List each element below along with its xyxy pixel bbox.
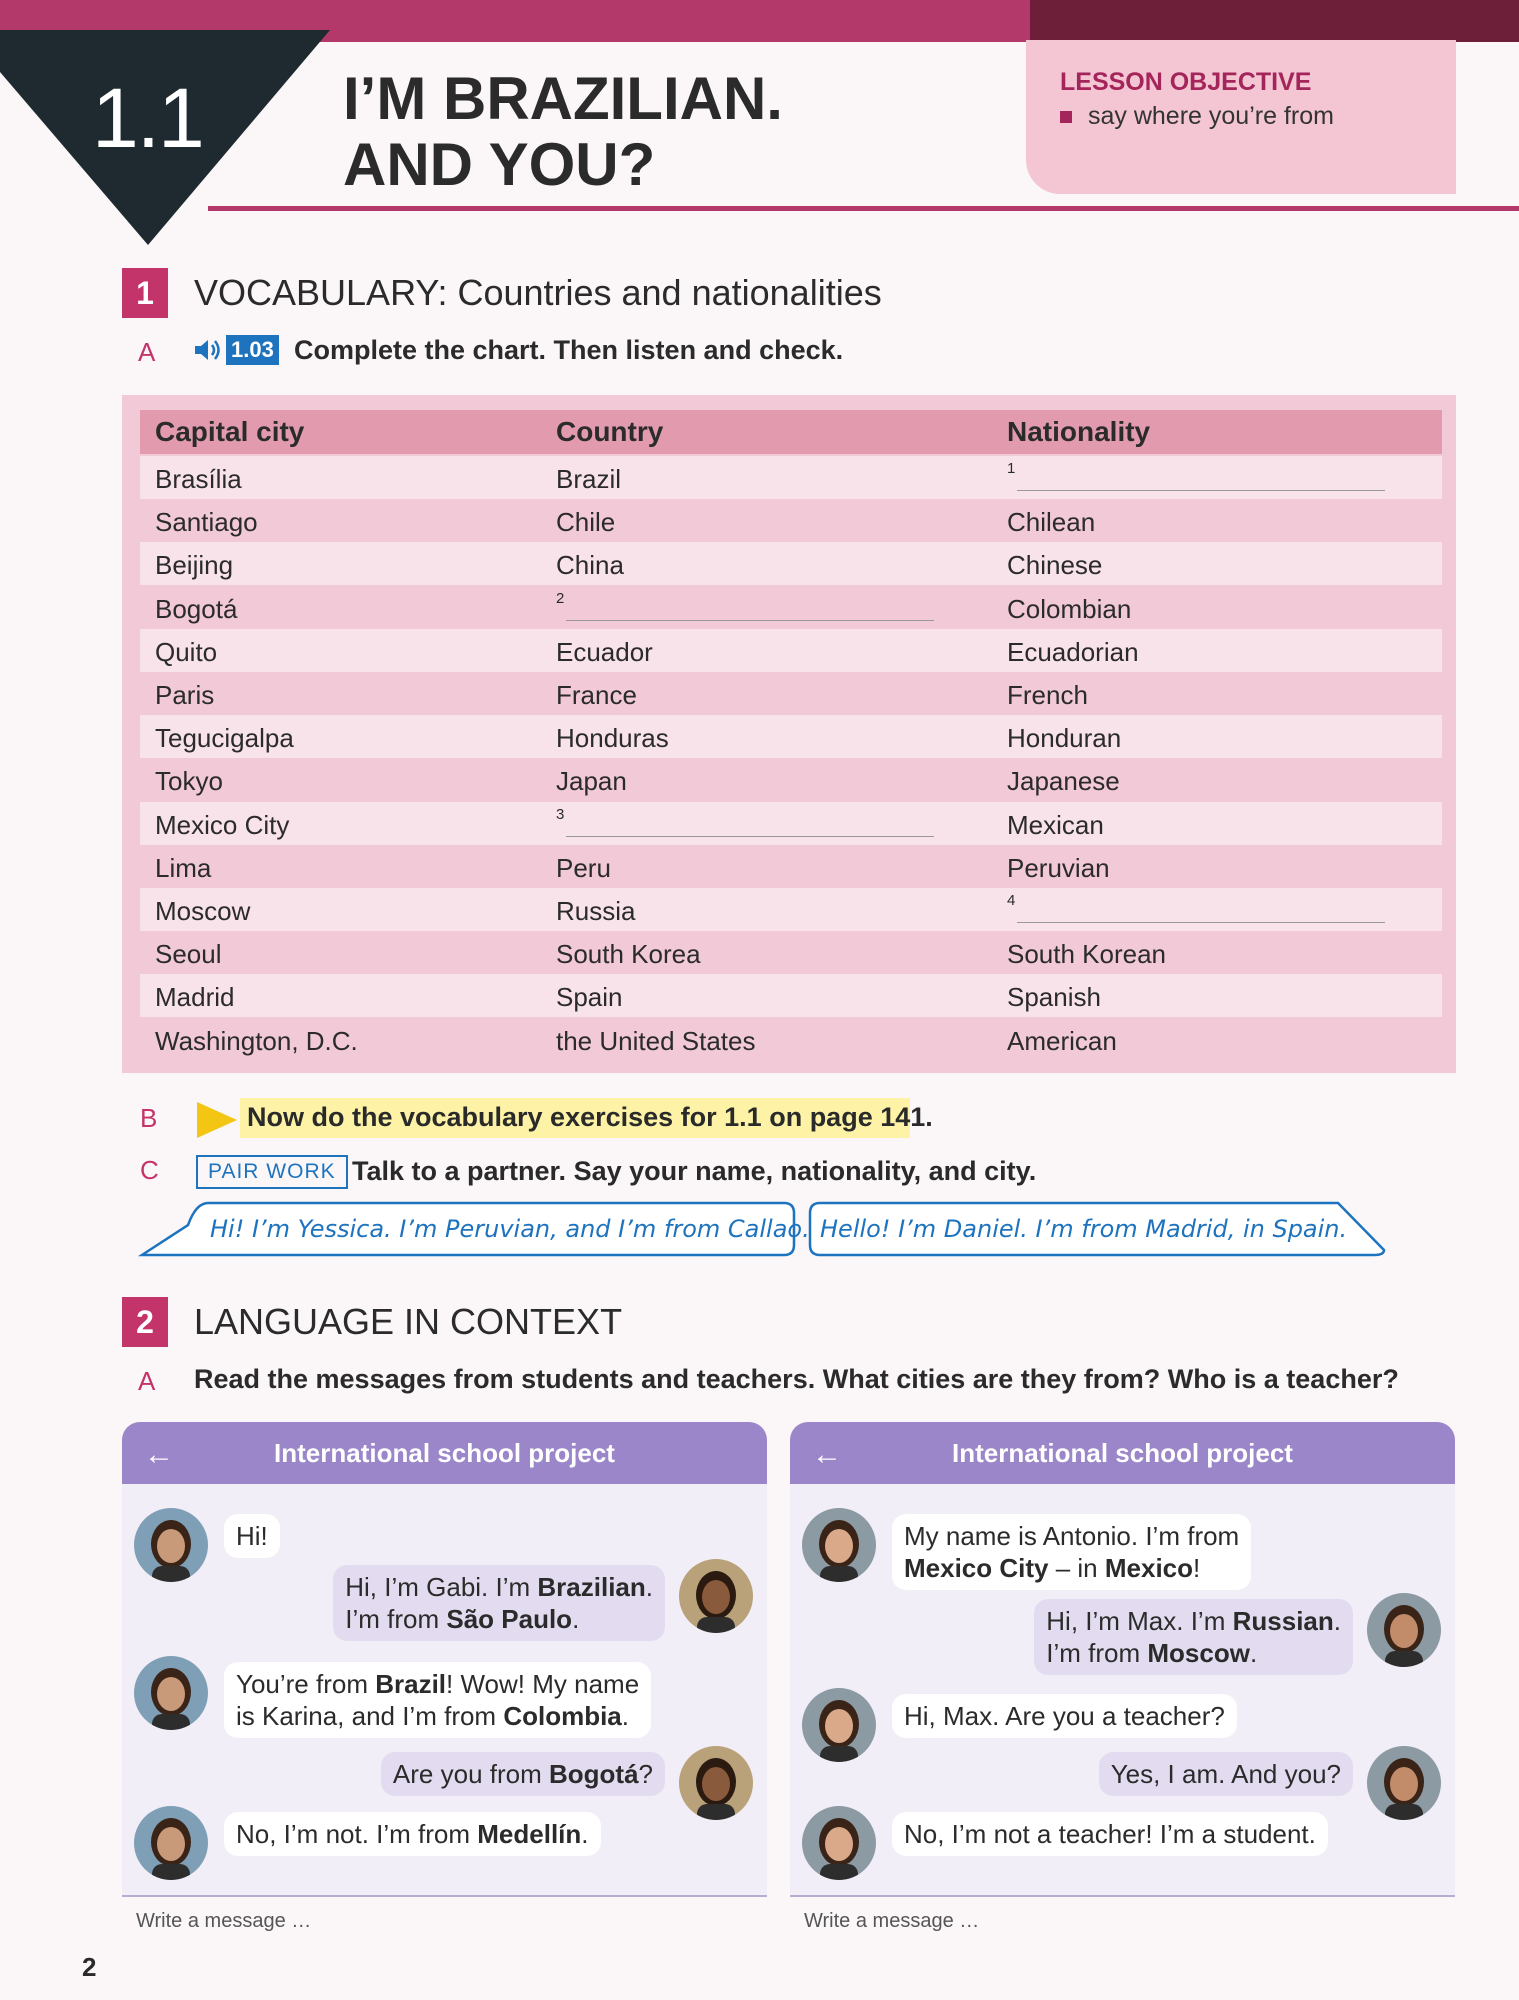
back-arrow-icon[interactable]: ← — [812, 1438, 842, 1471]
chart-cell-city: Quito — [155, 636, 218, 667]
chart-cell-nationality: Peruvian — [1007, 852, 1110, 883]
blank-number: 2 — [556, 589, 565, 607]
header-rule — [208, 206, 1519, 211]
chart-row — [140, 888, 1442, 931]
chat-message — [892, 1694, 1237, 1738]
part-letter-2a: A — [138, 1366, 156, 1396]
bullet-square-icon — [1060, 111, 1072, 123]
avatar — [1367, 1593, 1441, 1667]
message-text: ? — [638, 1759, 653, 1789]
blank-line — [566, 836, 934, 837]
avatar-photo-icon — [1367, 1593, 1441, 1667]
chart-cell-nationality: Honduran — [1007, 723, 1122, 754]
lesson-objective-item — [1060, 102, 1334, 131]
chat-message — [224, 1514, 280, 1558]
blank-line — [566, 620, 934, 621]
blank-answer-field[interactable] — [556, 590, 564, 608]
chart-cell-country: China — [556, 550, 624, 581]
avatar — [134, 1656, 208, 1730]
title-line-2: AND YOU? — [343, 131, 656, 198]
chart-cell-city: Brasília — [155, 464, 242, 494]
message-text: Hi! — [236, 1521, 268, 1551]
chart-row — [140, 758, 1442, 801]
section-number-2: 2 — [122, 1297, 168, 1347]
message-text: . — [581, 1819, 589, 1849]
chart-cell-city: Madrid — [155, 982, 235, 1013]
blank-number: 4 — [1007, 892, 1016, 909]
chat-message — [224, 1812, 601, 1856]
chat-window-2 — [790, 1422, 1455, 1897]
chat-message — [892, 1812, 1328, 1856]
back-arrow-icon[interactable]: ← — [144, 1438, 174, 1471]
section-title-vocabulary: VOCABULARY: Countries and nationalities — [194, 272, 882, 313]
speech-bubble-yessica: Hi! I’m Yessica. I’m Peruvian, and I’m from Callao. — [210, 1215, 810, 1243]
chart-cell-city: Tegucigalpa — [155, 723, 294, 754]
chart-cell-country: South Korea — [556, 939, 701, 970]
header-band-dark — [1030, 0, 1519, 42]
instruction-1c: Talk to a partner. Say your name, nationality, and city. — [352, 1156, 1037, 1186]
avatar-photo-icon — [802, 1508, 876, 1582]
message-text: is Karina, and I’m from — [236, 1701, 504, 1731]
chat-title: International school project — [274, 1438, 615, 1468]
blank-number: 3 — [556, 805, 565, 823]
lesson-objective-heading: LESSON OBJECTIVE — [1060, 68, 1312, 96]
chart-cell-city: Tokyo — [155, 766, 223, 797]
message-bold-text: Bogotá — [548, 1759, 639, 1789]
chart-cell-city: Bogotá — [155, 593, 238, 624]
lesson-number: 1.1 — [92, 71, 203, 165]
message-text: I’m from — [345, 1604, 447, 1634]
blank-answer-field[interactable] — [1007, 460, 1015, 478]
avatar-photo-icon — [134, 1656, 208, 1730]
instruction-1a: Complete the chart. Then listen and check. — [294, 335, 844, 365]
chat-message — [1034, 1599, 1353, 1675]
message-text: . — [572, 1604, 580, 1634]
chart-cell-country: the United States — [556, 1025, 756, 1056]
message-bold-text: Brazilian — [537, 1572, 646, 1602]
instruction-2a: Read the messages from students and teachers. What cities are they from? Who is a teacher? — [194, 1364, 1399, 1394]
avatar-photo-icon — [134, 1806, 208, 1880]
message-bold-text: Russian — [1232, 1606, 1334, 1636]
chart-cell-nationality: South Korean — [1007, 939, 1167, 970]
chart-row — [140, 586, 1442, 629]
chart-row — [140, 456, 1442, 499]
chart-cell-nationality: Spanish — [1007, 982, 1101, 1013]
message-input-2[interactable]: Write a message … — [804, 1910, 980, 1932]
chart-header-nationality: Nationality — [1007, 416, 1151, 447]
chart-header-country: Country — [556, 416, 664, 447]
chart-cell-city: Washington, D.C. — [155, 1025, 358, 1056]
avatar — [1367, 1746, 1441, 1820]
chart-row — [140, 931, 1442, 974]
chart-cell-nationality: American — [1007, 1025, 1117, 1056]
avatar-photo-icon — [679, 1746, 753, 1820]
message-text: I’m from — [1046, 1638, 1148, 1668]
chat-title: International school project — [952, 1438, 1293, 1468]
message-bold-text: Moscow — [1147, 1638, 1250, 1668]
avatar-photo-icon — [679, 1559, 753, 1633]
part-letter-b: B — [140, 1103, 158, 1133]
chart-row — [140, 672, 1442, 715]
page-number: 2 — [82, 1952, 97, 1982]
chat-window-1 — [122, 1422, 767, 1897]
message-text: ! Wow! My name — [446, 1669, 640, 1699]
chart-cell-city: Seoul — [155, 939, 222, 970]
chat-header — [122, 1422, 767, 1484]
message-text: . — [621, 1701, 629, 1731]
blank-number: 1 — [1007, 460, 1016, 477]
message-bold-text: Mexico City — [904, 1553, 1049, 1583]
play-arrow-icon — [197, 1102, 237, 1138]
chart-cell-city: Beijing — [155, 550, 234, 581]
message-bold-text: Medellín — [477, 1819, 582, 1849]
blank-answer-field[interactable] — [1007, 892, 1015, 910]
chart-row — [140, 542, 1442, 585]
message-input-1[interactable]: Write a message … — [136, 1910, 312, 1932]
chart-cell-nationality: Chinese — [1007, 550, 1103, 581]
chart-row — [140, 802, 1442, 845]
message-text: Are you from — [392, 1759, 549, 1789]
chart-cell-country: Chile — [556, 507, 616, 538]
part-letter-a: A — [138, 337, 156, 367]
avatar-photo-icon — [1367, 1746, 1441, 1820]
avatar — [679, 1559, 753, 1633]
chart-cell-country: Ecuador — [556, 636, 653, 667]
chart-cell-country: Brazil — [556, 464, 622, 494]
chart-cell-country: Spain — [556, 982, 623, 1013]
chart-header-row — [140, 410, 1442, 454]
avatar — [134, 1508, 208, 1582]
chart-cell-nationality: Mexican — [1007, 809, 1104, 840]
chart-cell-country: France — [556, 680, 637, 710]
audio-speaker-icon[interactable] — [193, 337, 221, 363]
section-title-language: LANGUAGE IN CONTEXT — [194, 1301, 623, 1342]
chat-message — [224, 1662, 651, 1738]
chat-message — [381, 1752, 665, 1796]
message-text: . — [1249, 1638, 1258, 1668]
message-bold-text: Mexico — [1104, 1553, 1194, 1583]
chart-row — [140, 845, 1442, 888]
blank-line — [1017, 490, 1385, 491]
chart-cell-country: Japan — [556, 766, 627, 797]
message-text: Hi, I’m Max. I’m — [1046, 1606, 1233, 1636]
message-bold-text: Colombia — [503, 1701, 622, 1731]
section-number-1: 1 — [122, 268, 168, 318]
message-text: . — [1333, 1606, 1341, 1636]
chat-header — [790, 1422, 1455, 1484]
chart-cell-country: Russia — [556, 896, 636, 926]
message-bold-text: Brazil — [375, 1669, 447, 1699]
chart-cell-nationality: Chilean — [1007, 507, 1096, 538]
avatar-photo-icon — [802, 1806, 876, 1880]
message-text: Yes, I am. And you? — [1110, 1759, 1341, 1789]
chart-cell-country: Peru — [556, 852, 611, 883]
avatar-photo-icon — [802, 1688, 876, 1762]
speech-bubble-daniel: Hello! I’m Daniel. I’m from Madrid, in Spain. — [820, 1215, 1348, 1243]
chart-cell-nationality: Japanese — [1007, 766, 1120, 797]
chart-cell-city: Mexico City — [155, 809, 290, 840]
chart-cell-nationality: Ecuadorian — [1007, 636, 1139, 667]
avatar — [802, 1508, 876, 1582]
chat-message — [333, 1565, 665, 1641]
instruction-1b: Now do the vocabulary exercises for 1.1 on page 141. — [247, 1102, 933, 1132]
title-line-1: I’M BRAZILIAN. — [343, 65, 783, 132]
avatar — [802, 1688, 876, 1762]
lesson-objective-text: say where you’re from — [1088, 102, 1334, 130]
message-text: My name is Antonio. I’m from — [904, 1521, 1240, 1551]
message-text: Hi, Max. Are you a teacher? — [904, 1701, 1225, 1731]
message-text: Hi, I’m Gabi. I’m — [345, 1572, 538, 1602]
chat-message — [1099, 1752, 1353, 1796]
message-text: – in — [1048, 1553, 1105, 1583]
message-text: No, I’m not a teacher! I’m a student. — [904, 1819, 1316, 1849]
message-text: ! — [1193, 1553, 1201, 1583]
chart-row — [140, 629, 1442, 672]
avatar-photo-icon — [134, 1508, 208, 1582]
chart-row — [140, 974, 1442, 1017]
message-bold-text: São Paulo — [446, 1604, 573, 1634]
message-text: . — [645, 1572, 653, 1602]
blank-line — [1017, 922, 1385, 923]
audio-track-number[interactable]: 1.03 — [226, 335, 279, 365]
chart-header-capital: Capital city — [155, 416, 305, 447]
message-text: No, I’m not. I’m from — [236, 1819, 478, 1849]
chart-row — [140, 499, 1442, 542]
chat-divider — [790, 1895, 1455, 1897]
chart-row — [140, 1018, 1442, 1061]
avatar — [802, 1806, 876, 1880]
chart-cell-city: Moscow — [155, 896, 251, 926]
avatar — [679, 1746, 753, 1820]
message-text: You’re from — [236, 1669, 376, 1699]
blank-answer-field[interactable] — [556, 806, 564, 824]
part-letter-c: C — [140, 1155, 159, 1185]
chart-cell-nationality: French — [1007, 680, 1088, 710]
chart-row — [140, 715, 1442, 758]
chat-message — [892, 1514, 1251, 1590]
chart-cell-city: Paris — [155, 680, 215, 710]
chart-cell-city: Santiago — [155, 507, 258, 538]
chart-cell-country: Honduras — [556, 723, 669, 754]
chart-cell-nationality: Colombian — [1007, 593, 1132, 624]
chart-cell-city: Lima — [155, 852, 212, 883]
avatar — [134, 1806, 208, 1880]
chat-divider — [122, 1895, 767, 1897]
pair-work-tag: PAIR WORK — [196, 1155, 348, 1189]
page-title — [343, 66, 783, 198]
